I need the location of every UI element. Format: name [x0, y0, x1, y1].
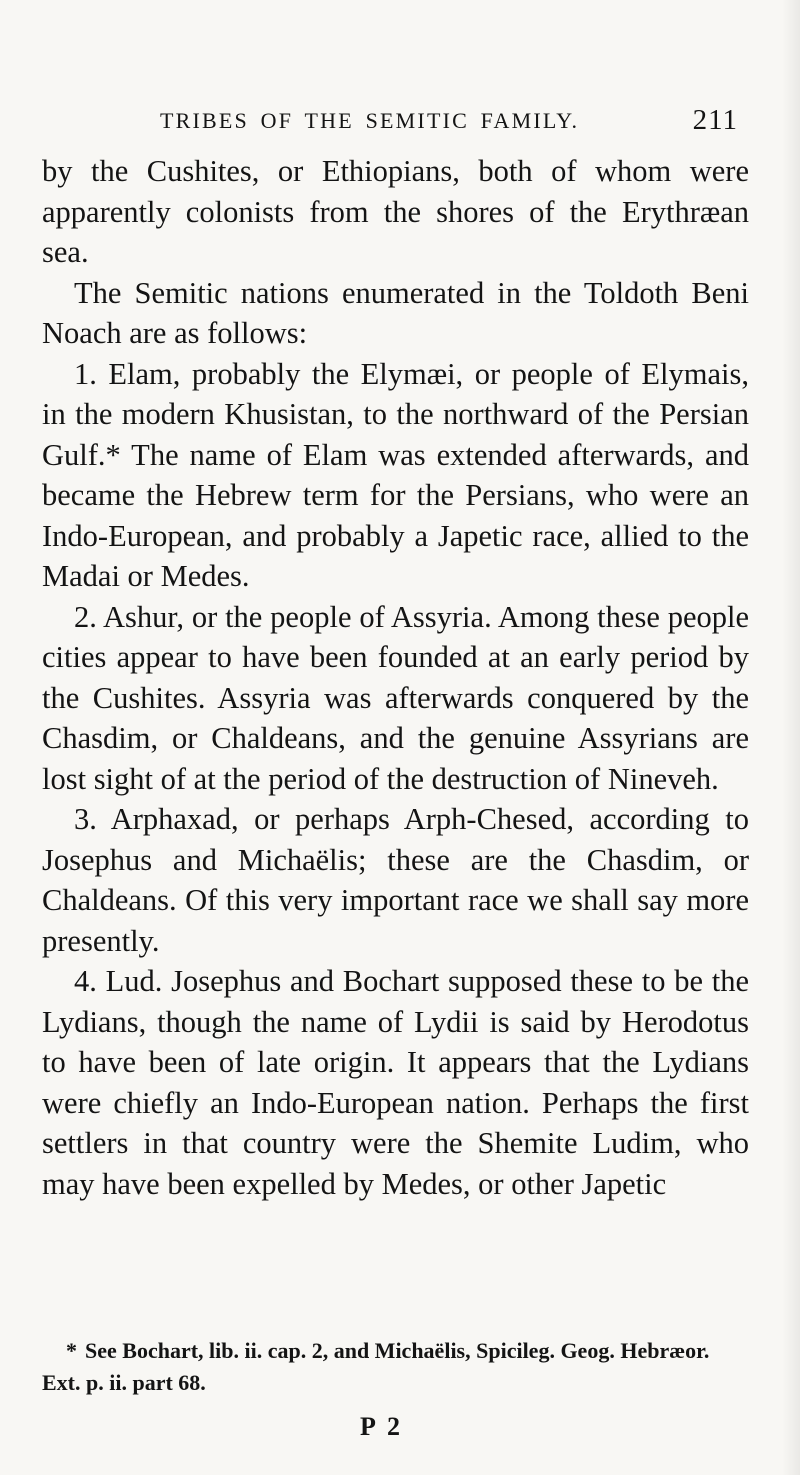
paragraph-arphaxad: 3. Arphaxad, or perhaps Arph-Chesed, according to Josephus and Michaëlis; these are the Chasdim, or Chaldeans. Of this very important race we shall say more presently.	[42, 802, 749, 958]
paragraph-semitic-nations: The Semitic nations enumerated in the Toldoth Beni Noach are as follows:	[42, 275, 749, 350]
page-number: 211	[692, 104, 738, 136]
paragraph-elam: 1. Elam, probably the Elymæi, or people of Elymais, in the modern Khusistan, to the northward of the Persian Gulf.* The name of Elam was extended afterwards, and became the Hebrew term for the Persians, who were an Indo-European, and probably a Japetic race, allied to the Madai or Medes.	[42, 356, 749, 593]
paragraph-ashur: 2. Ashur, or the people of Assyria. Among these people cities appear to have been founded at an early period by the Cushites. Assyria was afterwards conquered by the Chasdim, or Chaldeans, and the genuine Assyrians are lost sight of at the period of the destruction of Nineveh.	[42, 599, 749, 796]
page-header	[160, 104, 752, 144]
page-edge-shadow	[782, 0, 800, 1475]
footnote-mark: *	[66, 1338, 77, 1363]
paragraph-lud: 4. Lud. Josephus and Bochart supposed these to be the Lydians, though the name of Lydii is said by Herodotus to have been of late origin. It appears that the Lydians were chiefly an Indo-European nation. Perhaps the first settlers in that country were the Shemite Ludim, who may have been expelled by Medes, or other Japetic	[42, 964, 749, 1201]
paragraph-continuation: by the Cushites, or Ethiopians, both of whom were apparently colonists from the shores of the Erythræan sea.	[42, 154, 749, 269]
body-text	[42, 151, 749, 1204]
signature-mark: P 2	[360, 1412, 403, 1441]
footnote-text: See Bochart, lib. ii. cap. 2, and Michaëlis, Spicileg. Geog. Hebræor. Ext. p. ii. part 68.	[42, 1338, 710, 1395]
footnote	[42, 1335, 749, 1399]
running-head: TRIBES OF THE SEMITIC FAMILY.	[160, 108, 580, 133]
